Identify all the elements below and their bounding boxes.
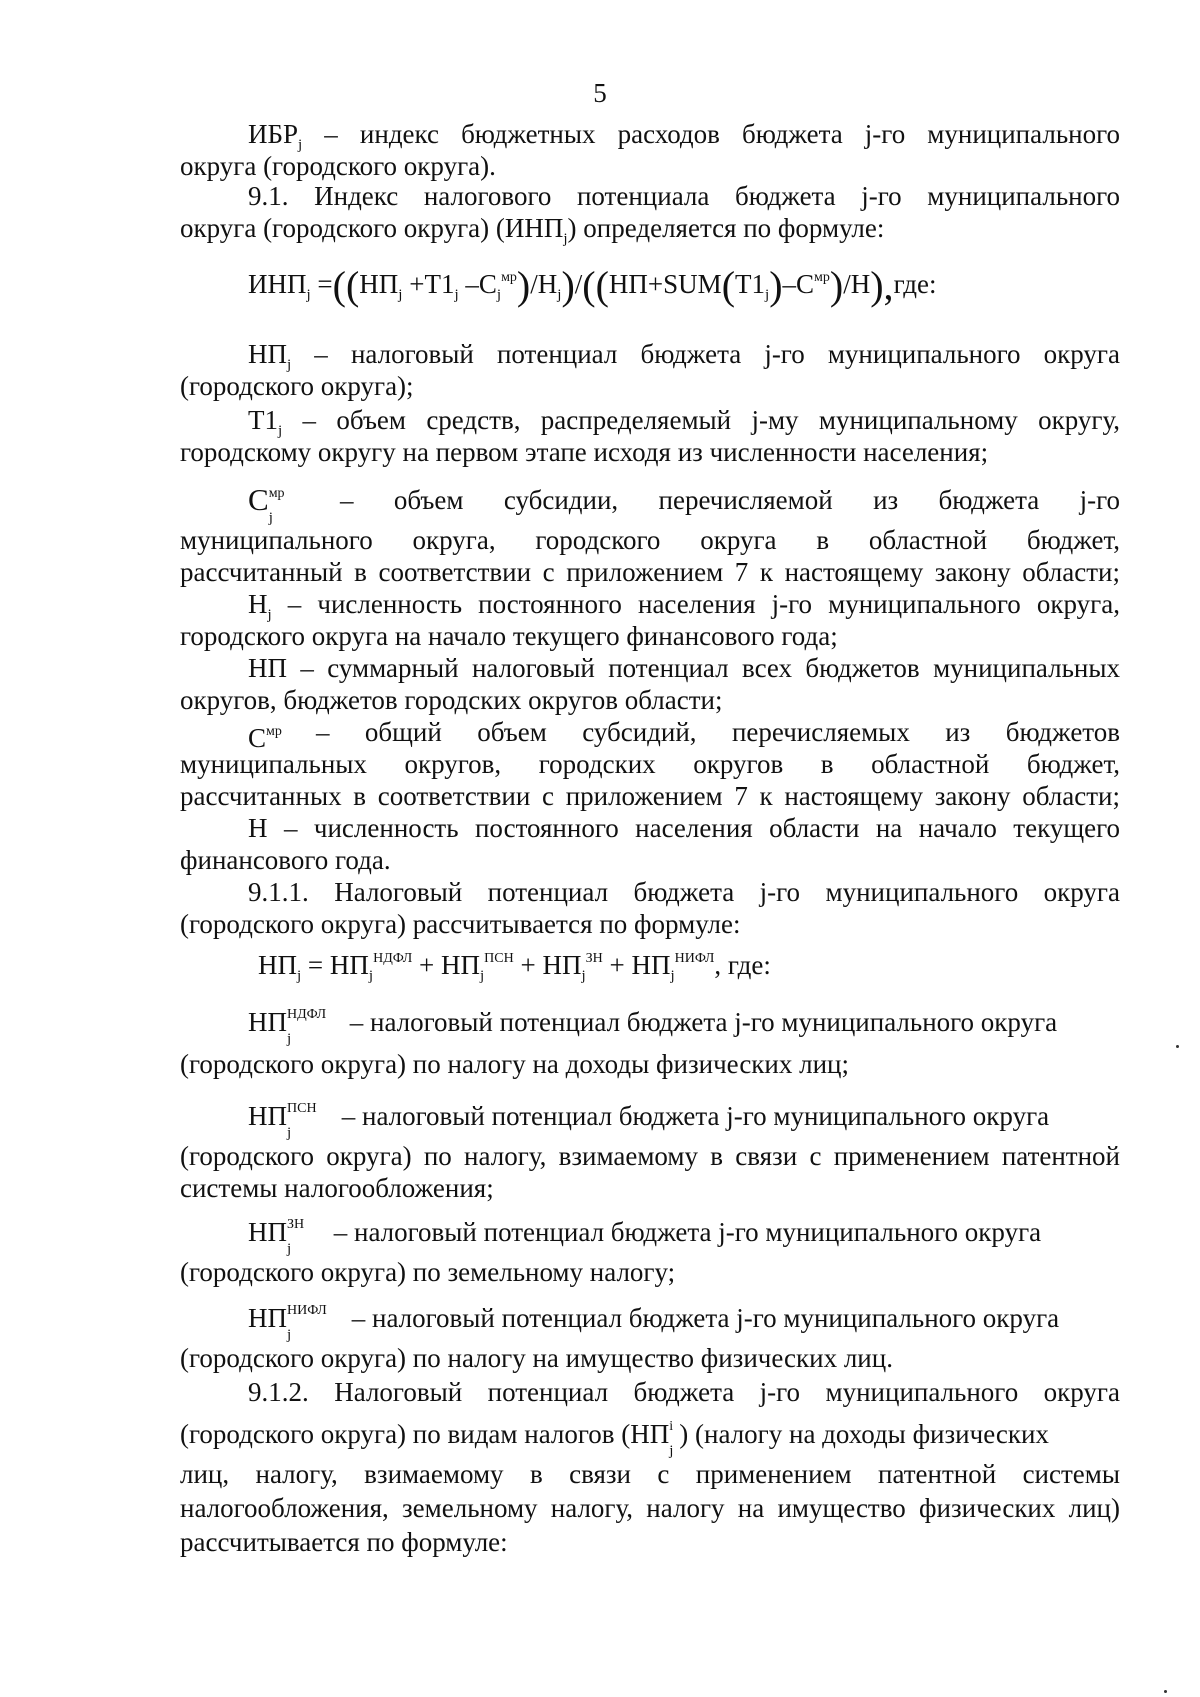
def-np-psn xyxy=(248,1100,1120,1141)
paragraph-line xyxy=(180,212,1120,255)
text: НП xyxy=(630,1419,670,1449)
text: НП xyxy=(248,1007,287,1037)
paragraph-line: финансового года. xyxy=(180,845,391,875)
superscript: НДФЛ xyxy=(287,1007,327,1022)
superscript: i xyxy=(669,1419,674,1434)
f-sub: j xyxy=(454,287,459,303)
text: округа (городского округа) (ИНП xyxy=(180,213,564,243)
f-sub: j xyxy=(368,968,374,984)
text: – объем средств, распределяемый j-му муниципальному округу, xyxy=(282,405,1120,435)
paragraph-line: налогообложения, земельному налогу, налогу на имущество физических лиц) xyxy=(180,1493,1120,1523)
def-np-zn xyxy=(248,1216,1120,1257)
f-plus: + xyxy=(647,269,664,299)
f-h: Н xyxy=(850,269,871,299)
f-np: НП xyxy=(359,269,399,299)
supsub xyxy=(287,1303,345,1343)
f-sup: НДФЛ xyxy=(373,951,413,966)
text: ) определяется по формуле: xyxy=(567,213,885,243)
f-sup: ПСН xyxy=(484,951,514,966)
f-sub: j xyxy=(765,287,770,303)
f-np: НП xyxy=(608,269,648,299)
supsub xyxy=(287,1007,343,1047)
text: НП xyxy=(248,1303,287,1333)
f-paren: ) xyxy=(769,263,783,308)
subscript: j xyxy=(287,1327,292,1343)
text: – налоговый потенциал бюджета j-го муниципального округа xyxy=(343,1007,1058,1037)
paragraph-line: лиц, налогу, взимаемому в связи с применением патентной системы xyxy=(180,1459,1120,1489)
f-lhs: ИНП xyxy=(248,269,307,299)
subscript: j xyxy=(287,1125,292,1141)
text: Н xyxy=(248,589,268,619)
text: НП xyxy=(248,339,287,369)
formula-np xyxy=(258,950,771,985)
f-plus: + xyxy=(419,950,435,980)
text: – налоговый потенциал бюджета j-го муниципального округа xyxy=(345,1303,1060,1333)
f-sub: j xyxy=(479,968,485,984)
f-sub: j xyxy=(670,968,675,984)
f-plus: + xyxy=(520,950,536,980)
section-9-1-2: 9.1.2. Налоговый потенциал бюджета j-го муниципального округа xyxy=(248,1377,1120,1407)
f-paren: ) xyxy=(561,263,575,308)
paragraph-line: городского округа на начало текущего финансового года; xyxy=(180,621,838,651)
f-sup: мр xyxy=(501,270,517,285)
f-c: С xyxy=(796,269,815,299)
f-slash: / xyxy=(530,269,538,299)
subscript: j xyxy=(268,510,273,526)
paragraph-line: муниципального округа, городского округа в областной бюджет, xyxy=(180,525,1120,555)
text: ИБР xyxy=(248,119,299,149)
f-plus: + xyxy=(409,269,425,299)
f-sup: мр xyxy=(814,270,830,285)
paragraph-line: системы налогообложения; xyxy=(180,1173,494,1203)
supsub xyxy=(287,1101,335,1141)
text: Т1 xyxy=(248,405,278,435)
subscript: j xyxy=(563,231,568,247)
supsub xyxy=(287,1217,327,1257)
def-np: НП – суммарный налоговый потенциал всех бюджетов муниципальных xyxy=(248,653,1120,683)
f-np: НП xyxy=(329,950,369,980)
f-t1: Т1 xyxy=(424,269,455,299)
supsub xyxy=(669,1419,679,1459)
text: – налоговый потенциал бюджета j-го муниципального округа xyxy=(327,1217,1042,1247)
subscript: j xyxy=(267,607,272,623)
f-sub: j xyxy=(306,287,311,303)
section-9-1: 9.1. Индекс налогового потенциала бюджета j-го муниципального xyxy=(248,181,1120,211)
subscript: j xyxy=(287,1241,292,1257)
f-np: НП xyxy=(542,950,582,980)
paragraph-line: (городского округа) по налогу на доходы физических лиц; xyxy=(180,1049,850,1079)
superscript: мр xyxy=(266,724,282,739)
text: (городского округа) по видам налогов ( xyxy=(180,1419,631,1449)
f-sub: j xyxy=(496,287,502,303)
paragraph-line: рассчитывается по формуле: xyxy=(180,1527,508,1557)
f-sup: ЗН xyxy=(585,951,603,966)
f-where: где: xyxy=(893,269,937,299)
superscript: НИФЛ xyxy=(287,1303,327,1318)
paragraph-line: округа (городского округа). xyxy=(180,151,496,181)
paragraph-line: (городского округа) рассчитывается по формуле: xyxy=(180,909,741,939)
f-paren: (( xyxy=(332,263,360,308)
f-sub: j xyxy=(581,968,586,984)
superscript: мр xyxy=(268,486,285,501)
paragraph-line: – общий объем субсидий, перечисляемых из бюджетов xyxy=(316,717,1120,747)
f-minus: – xyxy=(465,269,479,299)
f-sub: j xyxy=(398,287,403,303)
f-np: НП xyxy=(631,950,671,980)
f-paren: (( xyxy=(582,263,609,308)
subscript: j xyxy=(278,423,283,439)
f-minus: – xyxy=(782,269,797,299)
f-paren: ), xyxy=(870,263,894,308)
subscript: j xyxy=(298,137,303,153)
f-paren: ) xyxy=(829,263,844,308)
def-np-ndfl xyxy=(248,1006,1120,1047)
paragraph-line: округов, бюджетов городских округов области; xyxy=(180,685,723,715)
f-t1: Т1 xyxy=(735,269,766,299)
f-c: С xyxy=(478,269,497,299)
paragraph-line: (городского округа) по налогу, взимаемому в связи с применением патентной xyxy=(180,1141,1120,1171)
f-slash: / xyxy=(843,269,851,299)
f-sub: j xyxy=(557,287,562,303)
text: ) (налогу на доходы физических xyxy=(679,1419,1049,1449)
text: С xyxy=(248,482,269,517)
text: С xyxy=(248,723,267,753)
superscript: ЗН xyxy=(287,1217,305,1232)
text: – налоговый потенциал бюджета j-го муниципального округа xyxy=(335,1101,1050,1131)
def-np-nifl xyxy=(248,1302,1120,1343)
paragraph-line: (городского округа) по земельному налогу; xyxy=(180,1257,676,1287)
f-np: НП xyxy=(440,950,480,980)
paragraph-line: рассчитанный в соответствии с приложением 7 к настоящему закону области; xyxy=(180,557,1120,587)
text: – налоговый потенциал бюджета j-го муниципального округа xyxy=(291,339,1120,369)
f-sum: SUM xyxy=(663,269,722,299)
f-h: Н xyxy=(537,269,558,299)
f-paren: ) xyxy=(516,263,531,308)
supsub xyxy=(268,486,325,526)
paragraph-line: – объем субсидии, перечисляемой из бюджета j-го xyxy=(340,485,1120,515)
f-eq: = xyxy=(307,950,324,980)
def-h: Н – численность постоянного населения области на начало текущего xyxy=(248,813,1120,843)
f-where: , где: xyxy=(714,950,771,980)
paragraph-line: рассчитанных в соответствии с приложением 7 к настоящему закону области; xyxy=(180,781,1120,811)
paragraph-line xyxy=(180,1418,1120,1459)
scan-speck xyxy=(1164,1690,1167,1693)
f-plus: + xyxy=(609,950,625,980)
f-sub: j xyxy=(297,968,302,984)
scan-speck xyxy=(1176,1045,1179,1048)
f-paren: ( xyxy=(721,263,736,308)
f-np: НП xyxy=(258,950,297,980)
text: НП xyxy=(248,1217,287,1247)
paragraph-line: (городского округа) по налогу на имущество физических лиц. xyxy=(180,1343,893,1373)
section-9-1-1: 9.1.1. Налоговый потенциал бюджета j-го муниципального округа xyxy=(248,877,1120,907)
paragraph-line: городскому округу на первом этапе исходя из численности населения; xyxy=(180,437,989,467)
page-number: 5 xyxy=(593,78,607,108)
f-slash: / xyxy=(574,269,583,299)
text: НП xyxy=(248,1101,287,1131)
text: – индекс бюджетных расходов бюджета j-го муниципального xyxy=(302,119,1120,149)
subscript: j xyxy=(669,1443,674,1459)
paragraph-line: (городского округа); xyxy=(180,371,414,401)
f-eq: = xyxy=(317,269,333,299)
text: – численность постоянного населения j-го муниципального округа, xyxy=(271,589,1120,619)
paragraph-line: муниципальных округов, городских округов в областной бюджет, xyxy=(180,749,1120,779)
f-sup: НИФЛ xyxy=(674,951,715,966)
subscript: j xyxy=(287,1031,292,1047)
superscript: ПСН xyxy=(287,1101,317,1116)
subscript: j xyxy=(287,357,292,373)
formula-inp xyxy=(248,262,937,309)
